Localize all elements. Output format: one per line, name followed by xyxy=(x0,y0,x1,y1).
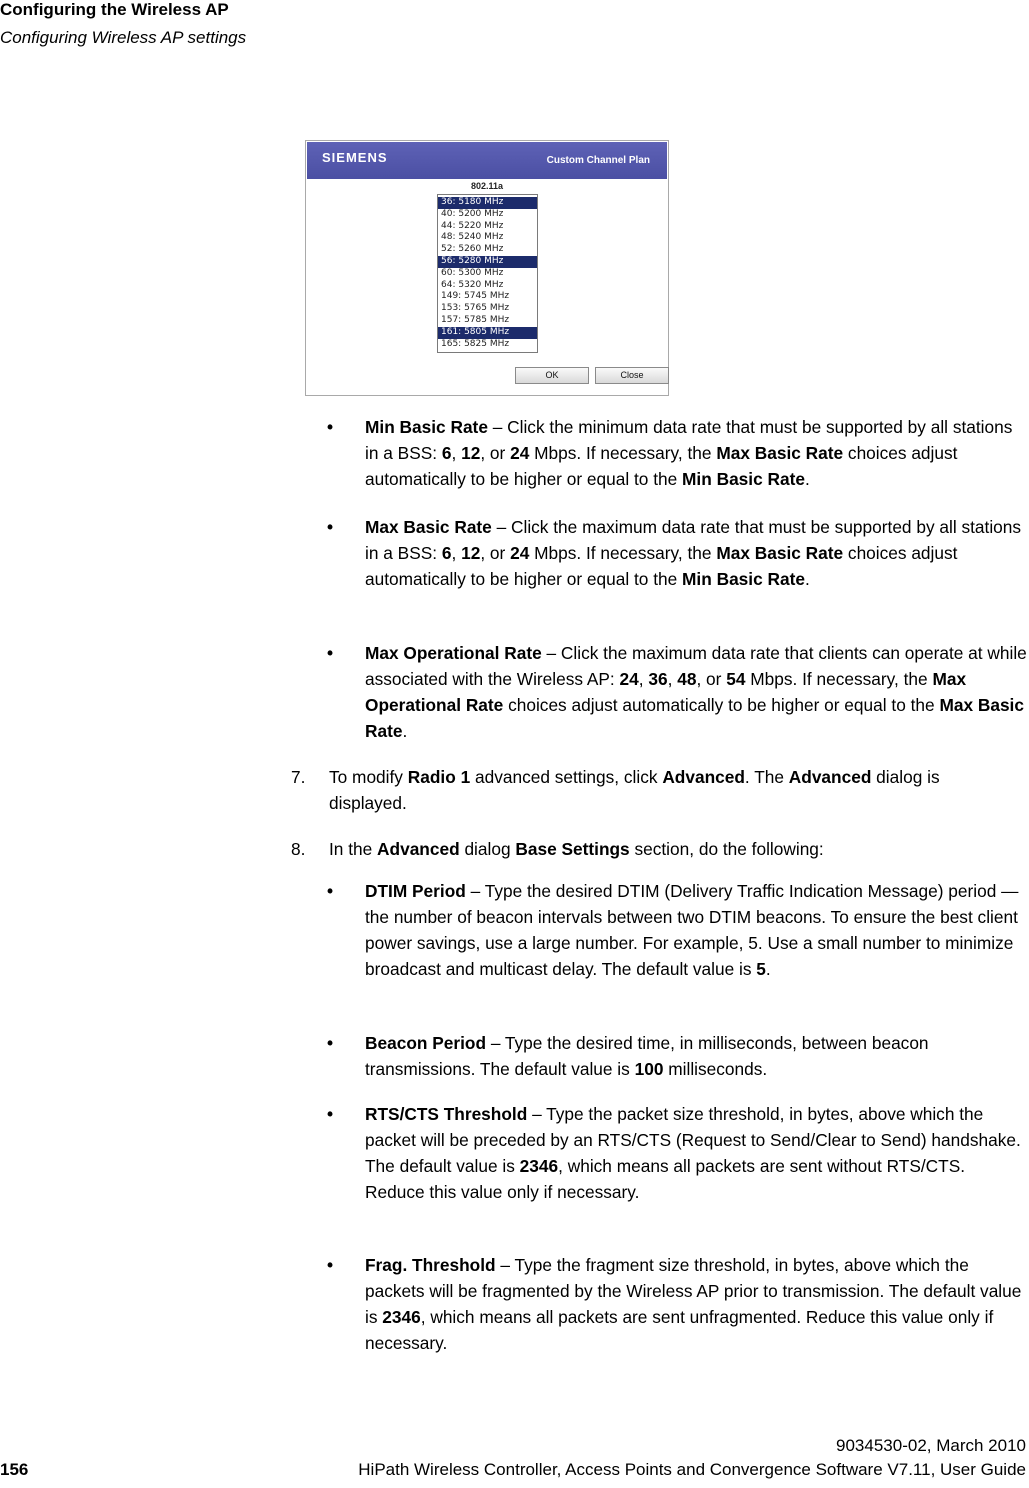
text: , or xyxy=(480,443,511,463)
bullet-mark: • xyxy=(327,517,334,537)
term: Beacon Period xyxy=(365,1033,487,1053)
term: DTIM Period xyxy=(365,881,466,901)
step-8 xyxy=(291,836,1019,862)
value: 100 xyxy=(634,1059,664,1079)
brand-logo: SIEMENS xyxy=(322,150,388,165)
dialog-banner xyxy=(307,142,667,179)
text: , which means all packets are sent unfragmented. Reduce this value only if necessary. xyxy=(365,1307,994,1353)
term: Min Basic Rate xyxy=(365,417,488,437)
bullet-min-basic-rate xyxy=(327,414,1027,492)
channel-option[interactable]: 161: 5805 MHz xyxy=(438,327,537,339)
reference: Max Basic Rate xyxy=(365,695,1024,741)
text: – Click the minimum data rate that must be supported by all stations in a BSS: xyxy=(365,417,1013,463)
text: To modify xyxy=(329,767,408,787)
value: 12 xyxy=(461,443,481,463)
close-button[interactable]: Close xyxy=(595,367,669,384)
value: 24 xyxy=(510,543,530,563)
text: , or xyxy=(696,669,727,689)
text: – Type the packet size threshold, in bytes, above which the packet will be preceded by an RTS/CTS (Request to Send/Clear to Send) handshake. The default value is xyxy=(365,1104,1021,1176)
reference: Max Operational Rate xyxy=(365,669,967,715)
bullet-max-basic-rate xyxy=(327,514,1027,592)
reference: Advanced xyxy=(788,767,872,787)
term: RTS/CTS Threshold xyxy=(365,1104,528,1124)
channel-option[interactable]: 40: 5200 MHz xyxy=(441,208,504,219)
dialog-title: Custom Channel Plan xyxy=(546,155,650,166)
text: Mbps. If necessary, the xyxy=(745,669,933,689)
bullet-mark: • xyxy=(327,1104,334,1124)
bullet-beacon-period xyxy=(327,1030,1027,1082)
text: choices adjust automatically to be higher or equal to the xyxy=(365,443,958,489)
bullet-frag-threshold xyxy=(327,1252,1027,1356)
text: , xyxy=(451,443,462,463)
text: – Type the fragment size threshold, in bytes, above which the packets will be fragmented by the Wireless AP prior to transmission. The default value is xyxy=(365,1255,1022,1327)
reference: Max Basic Rate xyxy=(716,443,844,463)
text: . The xyxy=(744,767,789,787)
step-number: 7. xyxy=(291,767,306,787)
bullet-mark: • xyxy=(327,1033,334,1053)
bullet-rts-cts-threshold xyxy=(327,1101,1027,1205)
reference: Radio 1 xyxy=(407,767,471,787)
value: 24 xyxy=(619,669,639,689)
reference: Max Basic Rate xyxy=(716,543,844,563)
value: 48 xyxy=(677,669,697,689)
text: section, do the following: xyxy=(629,839,824,859)
bullet-mark: • xyxy=(327,881,334,901)
term: Frag. Threshold xyxy=(365,1255,496,1275)
channel-option[interactable]: 153: 5765 MHz xyxy=(441,303,510,314)
step-7 xyxy=(291,764,1019,816)
text: . xyxy=(804,469,810,489)
value: 2346 xyxy=(519,1156,559,1176)
footer-doc-code: 9034530-02, March 2010 xyxy=(836,1436,1026,1455)
text: , xyxy=(667,669,678,689)
text: , which means all packets are sent without RTS/CTS. Reduce this value only if necessary. xyxy=(365,1156,966,1202)
text: dialog xyxy=(459,839,516,859)
footer-guide-title: HiPath Wireless Controller, Access Points and Convergence Software V7.11, User Guide xyxy=(358,1460,1026,1479)
step-number: 8. xyxy=(291,839,306,859)
text: , or xyxy=(480,543,511,563)
text: choices adjust automatically to be higher or equal to the xyxy=(503,695,940,715)
bullet-mark: • xyxy=(327,643,334,663)
running-header-title: Configuring the Wireless AP xyxy=(0,0,229,19)
text: – Type the desired time, in milliseconds, between beacon transmissions. The default value is xyxy=(365,1033,929,1079)
channel-option[interactable]: 56: 5280 MHz xyxy=(438,256,537,268)
channel-option[interactable]: 149: 5745 MHz xyxy=(441,291,510,302)
channel-option[interactable]: 36: 5180 MHz xyxy=(438,197,537,209)
text: , xyxy=(451,543,462,563)
term: Max Operational Rate xyxy=(365,643,542,663)
term: Max Basic Rate xyxy=(365,517,492,537)
value: 2346 xyxy=(382,1307,421,1327)
text: In the xyxy=(329,839,378,859)
text: , xyxy=(638,669,649,689)
custom-channel-plan-dialog xyxy=(305,140,669,396)
text: – Click the maximum data rate that clients can operate at while associated with the Wireless AP: xyxy=(365,643,1027,689)
text: Mbps. If necessary, the xyxy=(529,443,717,463)
bullet-mark: • xyxy=(327,1255,334,1275)
text: milliseconds. xyxy=(663,1059,768,1079)
reference: Min Basic Rate xyxy=(682,569,805,589)
text: . xyxy=(804,569,810,589)
channel-listbox[interactable] xyxy=(437,194,538,353)
text: Mbps. If necessary, the xyxy=(529,543,717,563)
channel-option[interactable]: 48: 5240 MHz xyxy=(441,232,504,243)
text: choices adjust automatically to be higher or equal to the xyxy=(365,543,958,589)
value: 24 xyxy=(510,443,530,463)
channel-option[interactable]: 60: 5300 MHz xyxy=(441,267,504,278)
reference: Min Basic Rate xyxy=(682,469,805,489)
channel-option[interactable]: 52: 5260 MHz xyxy=(441,244,504,255)
text: . xyxy=(402,721,408,741)
channel-option[interactable]: 44: 5220 MHz xyxy=(441,220,504,231)
value: 6 xyxy=(441,443,452,463)
text: – Type the desired DTIM (Delivery Traffic Indication Message) period — the number of beacon intervals between two DTIM beacons. To ensure the best client power savings, use a large number. For example, 5. Use a small number to minimize broadcast and multicast delay. The default value is xyxy=(365,881,1019,979)
ok-button[interactable]: OK xyxy=(515,367,589,384)
value: 54 xyxy=(726,669,746,689)
reference: Advanced xyxy=(377,839,460,859)
value: 12 xyxy=(461,543,481,563)
reference: Advanced xyxy=(662,767,745,787)
reference: Base Settings xyxy=(515,839,630,859)
bullet-dtim-period xyxy=(327,878,1027,982)
band-label: 802.11a xyxy=(470,181,504,191)
value: 5 xyxy=(756,959,766,979)
channel-option[interactable]: 64: 5320 MHz xyxy=(441,279,504,290)
text: dialog is displayed. xyxy=(329,767,940,813)
footer-page-number: 156 xyxy=(0,1460,29,1479)
bullet-mark: • xyxy=(327,417,334,437)
channel-option[interactable]: 165: 5825 MHz xyxy=(441,338,510,349)
value: 36 xyxy=(648,669,668,689)
text: – Click the maximum data rate that must be supported by all stations in a BSS: xyxy=(365,517,1022,563)
channel-option[interactable]: 157: 5785 MHz xyxy=(441,314,510,325)
value: 6 xyxy=(441,543,452,563)
bullet-max-operational-rate xyxy=(327,640,1027,744)
text: . xyxy=(765,959,771,979)
running-header-subtitle: Configuring Wireless AP settings xyxy=(0,28,247,47)
text: advanced settings, click xyxy=(470,767,663,787)
